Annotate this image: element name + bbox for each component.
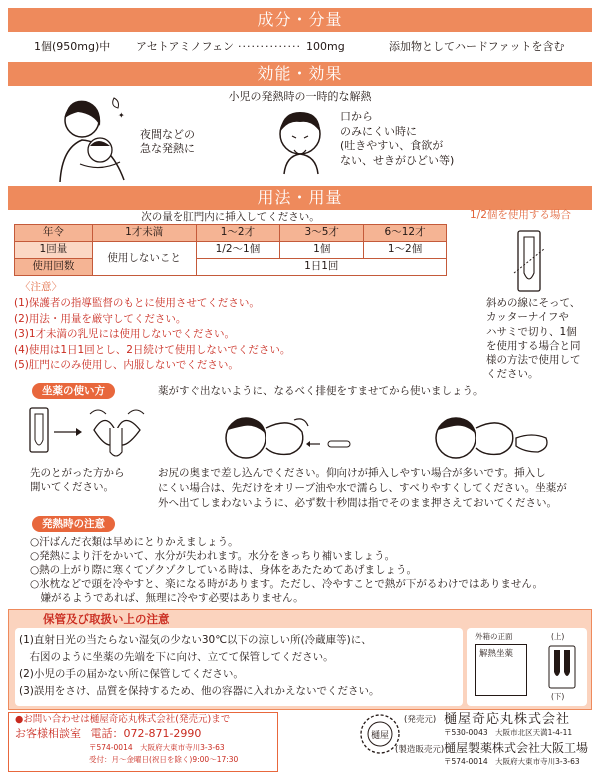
- usage-right-line: 外へ出てしまわないように、必ず数十秒間は指でそのまま押さえておいてください。: [158, 497, 557, 509]
- dosage-col2-dose: 1/2〜1個: [196, 242, 280, 259]
- storage-title: 保管及び取扱い上の注意: [43, 612, 170, 626]
- half-use-line: ください。: [486, 368, 539, 381]
- contact-line: ●お問い合わせは樋屋奇応丸株式会社(発売元)まで: [15, 714, 231, 725]
- contact-hours: 受付：月〜金曜日(祝日を除く)9:00〜17:30: [89, 755, 239, 764]
- insertion-illustration: [210, 408, 360, 464]
- note-item: (5)肛門にのみ使用し、内服しないでください。: [14, 359, 239, 371]
- storage-panel: [8, 609, 592, 710]
- usage-title: 坐薬の使い方: [32, 383, 115, 399]
- fever-item: ○発熱により汗をかいて、水分が失われます。水分をきっちり補いましょう。: [30, 550, 396, 562]
- storage-item: (3)誤用をさけ、品質を保持するため、他の容器に入れかえないでください。: [19, 685, 380, 697]
- usage-left-caption: [30, 466, 125, 494]
- dosage-col1-body: 使用しないこと: [92, 242, 196, 276]
- efficacy-right-line1: 口から: [340, 110, 373, 123]
- dosage-age-label: 年令: [15, 225, 93, 242]
- dosage-col4-dose: 1〜2個: [364, 242, 447, 259]
- storage-item: (1)直射日光の当たらない湿気の少ない30℃以下の涼しい所(冷蔵庫等)に、: [19, 634, 372, 646]
- dosage-freq-value: 1日1回: [196, 259, 446, 276]
- usage-left-line: 先のとがった方から: [30, 467, 125, 479]
- dosage-col1-header: 1才未満: [92, 225, 196, 242]
- child-coughing-illustration: [270, 104, 332, 176]
- maker-name: 樋屋製薬株式会社大阪工場: [444, 741, 589, 755]
- svg-text:✦: ✦: [118, 111, 125, 120]
- dosage-col3-dose: 1個: [280, 242, 364, 259]
- box-front: [475, 644, 527, 696]
- storage-item: (2)小児の手の届かない所に保管してください。: [19, 668, 244, 680]
- usage-right-line: お尻の奥まで差し込んでください。仰向けが挿入しやすい場合が多いです。挿入し: [158, 467, 546, 479]
- holding-illustration: [420, 408, 570, 464]
- ingredient-dose: 1個(950mg)中: [34, 40, 111, 53]
- seller-address: 〒530-0043 大阪市北区天満1-4-11: [444, 728, 573, 737]
- notes-title: 〈注意〉: [20, 281, 62, 293]
- half-use-line: カッターナイフや: [486, 311, 569, 324]
- dosage-table: [14, 224, 447, 276]
- up-label: (上): [551, 632, 565, 641]
- contact-box: [8, 712, 278, 772]
- dosage-col3-header: 3〜5才: [280, 225, 364, 242]
- section-title-ingredients: 成分・分量: [8, 8, 592, 32]
- efficacy-right-text: [340, 110, 454, 168]
- box-front-text: 解熱坐薬: [479, 649, 514, 659]
- upright-suppository-icon: [547, 642, 577, 692]
- fever-list: [30, 535, 543, 605]
- half-use-line: を使用する場合と同: [486, 339, 581, 352]
- efficacy-left-text: [140, 128, 195, 156]
- dosage-col4-header: 6〜12才: [364, 225, 447, 242]
- section-title-efficacy: 効能・効果: [8, 62, 592, 86]
- efficacy-right-line2: のみにくい時に: [340, 124, 417, 138]
- half-use-line: ハサミで切り、1個: [486, 325, 577, 338]
- usage-lead: 薬がすぐ出ないように、なるべく排便をすませてから使いましょう。: [158, 385, 484, 397]
- note-item: (2)用法・用量を厳守してください。: [14, 312, 187, 325]
- consult-label: お客様相談室: [15, 727, 81, 740]
- notes-list: [14, 296, 290, 374]
- fever-title: 発熱時の注意: [32, 516, 115, 532]
- consult-phone: 電話：072-871-2990: [90, 727, 202, 740]
- dosage-col2-header: 1〜2才: [196, 225, 280, 242]
- storage-list: [19, 632, 380, 700]
- half-use-line: 斜めの線にそって、: [486, 297, 581, 309]
- contact-address: 〒574-0014 大阪府大東市寺川3-3-63: [89, 743, 225, 752]
- ingredient-name: アセトアミノフェン: [136, 40, 235, 53]
- dosage-freq-label: 使用回数: [15, 259, 93, 276]
- maker-address: 〒574-0014 大阪府大東市寺川3-3-63: [444, 757, 580, 766]
- half-use-line: 様の方法で使用して: [486, 354, 581, 367]
- dosage-instruction: 次の量を肛門内に挿入してください。: [141, 211, 320, 223]
- usage-left-line: 開いてください。: [30, 481, 114, 493]
- fever-item: ○熱の上がり際に寒くてゾクゾクしている時は、身体をあたためてあげましょう。: [30, 564, 417, 576]
- half-use-text: [486, 296, 581, 382]
- fever-item: ○氷枕などで頭を冷やすと、楽になる時があります。ただし、冷やすことで熱が下がるわけではありません。: [30, 578, 543, 590]
- suppository-cut-illustration: [510, 227, 550, 295]
- efficacy-main: 小児の発熱時の一時的な解熱: [228, 90, 372, 103]
- seller-role: (発売元): [404, 715, 437, 725]
- storage-list-box: [15, 628, 463, 706]
- ingredient-additive: 添加物としてハードファットを含む: [389, 40, 565, 53]
- efficacy-left-line1: 夜間などの: [140, 128, 195, 141]
- ingredient-dots: ··············: [238, 40, 301, 53]
- fever-item: ○汗ばんだ衣類は早めにとりかえましょう。: [30, 536, 239, 548]
- ingredient-amount: 100mg: [306, 40, 345, 53]
- fever-item: 嫌がるようであれば、無理に冷やす必要はありません。: [30, 592, 304, 604]
- open-suppository-illustration: [24, 402, 174, 462]
- seal-text: 樋屋: [370, 731, 390, 741]
- section-title-dosage: 用法・用量: [8, 186, 592, 210]
- half-use-title: 1/2個を使用する場合: [470, 209, 571, 221]
- storage-figure-box: [467, 628, 587, 706]
- note-item: (1)保護者の指導監督のもとに使用させてください。: [14, 297, 260, 309]
- efficacy-right-line4: ない、せきがひどい等): [340, 153, 455, 167]
- box-front-label: 外箱の正面: [475, 632, 513, 641]
- seller-name: 樋屋奇応丸株式会社: [444, 712, 571, 727]
- usage-right-caption: [158, 466, 598, 511]
- contact-consult: [15, 727, 201, 741]
- down-label: (下): [551, 692, 565, 701]
- efficacy-right-line3: (吐きやすい、食欲が: [340, 139, 444, 152]
- mother-child-illustration: [40, 92, 140, 184]
- efficacy-left-line2: 急な発熱に: [140, 142, 195, 155]
- dosage-dose-label: 1回量: [15, 242, 93, 259]
- note-item: (4)使用は1日1回とし、2日続けて使用しないでください。: [14, 343, 291, 356]
- note-item: (3)1才未満の乳児には使用しないでください。: [14, 328, 236, 340]
- storage-item: 右図のように坐薬の先端を下に向け、立てて保管してください。: [19, 651, 334, 663]
- maker-role: (製造販売元): [395, 745, 445, 755]
- usage-right-line: にくい場合は、先だけをオリーブ油や水で濡らし、すべりやすくしてください。坐薬が: [158, 482, 567, 494]
